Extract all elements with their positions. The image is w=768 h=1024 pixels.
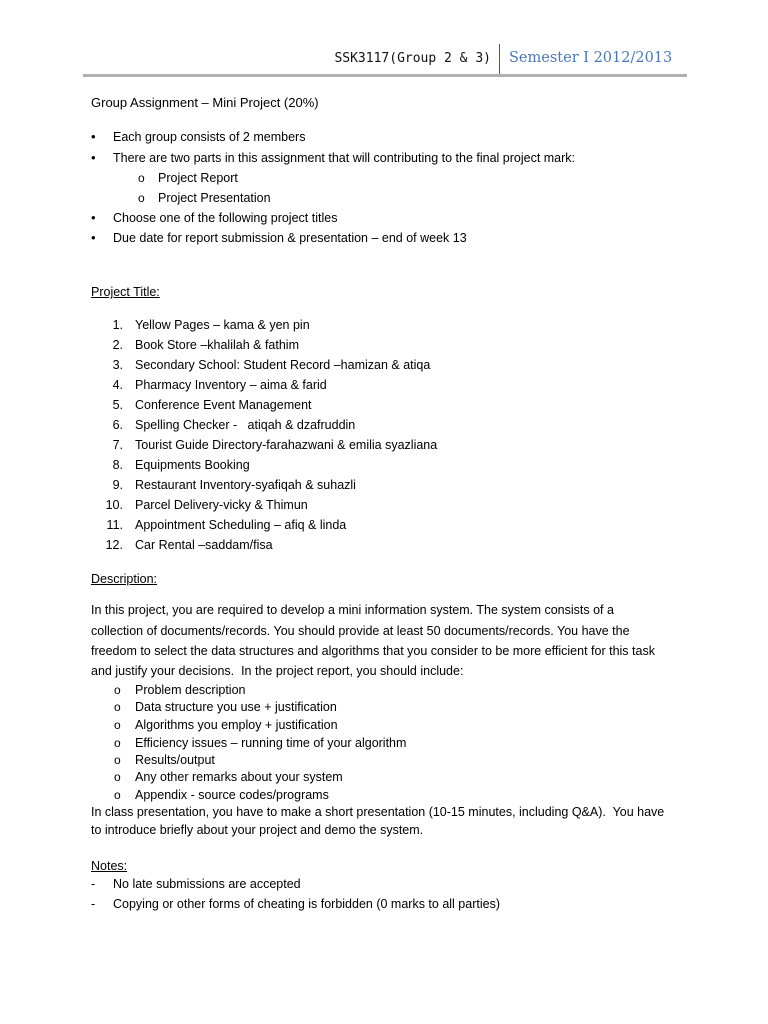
report-include-item: Efficiency issues – running time of your algorithm <box>135 736 407 750</box>
description-heading: Description: <box>91 572 157 586</box>
bullet-glyph: • <box>91 150 96 165</box>
course-code: SSK3117(Group 2 & 3) <box>334 51 491 66</box>
open-bullet-glyph: o <box>114 683 121 697</box>
list-item: There are two parts in this assignment that will contributing to the final project mark: <box>113 151 576 165</box>
project-title-item: Spelling Checker - atiqah & dzafruddin <box>135 418 356 432</box>
report-include-item: Algorithms you employ + justification <box>135 718 338 732</box>
dash-glyph: - <box>91 877 96 891</box>
report-include-item: Any other remarks about your system <box>135 770 343 784</box>
note-item: Copying or other forms of cheating is forbidden (0 marks to all parties) <box>113 897 500 911</box>
open-bullet-glyph: o <box>138 171 145 185</box>
item-number: 10. <box>105 498 123 512</box>
project-title-item: Appointment Scheduling – afiq & linda <box>135 518 347 532</box>
report-include-item: Appendix - source codes/programs <box>135 788 329 802</box>
bullet-glyph: • <box>91 230 96 245</box>
project-title-item: Secondary School: Student Record –hamizan & atiqa <box>135 358 431 372</box>
open-bullet-glyph: o <box>114 736 121 750</box>
open-bullet-glyph: o <box>114 788 121 802</box>
dash-glyph: - <box>91 897 96 911</box>
item-number: 8. <box>112 458 123 472</box>
item-number: 12. <box>105 538 123 552</box>
project-title-item: Car Rental –saddam/fisa <box>135 538 273 552</box>
notes-heading: Notes: <box>91 859 128 873</box>
list-subitem: Project Report <box>158 171 238 185</box>
header-rule <box>83 74 687 77</box>
item-number: 3. <box>112 358 123 372</box>
item-number: 11. <box>106 518 123 532</box>
project-title-heading: Project Title: <box>91 285 160 299</box>
report-include-item: Data structure you use + justification <box>135 700 337 714</box>
project-title-item: Restaurant Inventory-syafiqah & suhazli <box>135 478 356 492</box>
project-title-item: Parcel Delivery-vicky & Thimun <box>135 498 308 512</box>
item-number: 9. <box>112 478 123 492</box>
project-title-item: Book Store –khalilah & fathim <box>135 338 299 352</box>
bullet-glyph: • <box>91 129 96 144</box>
item-number: 2. <box>112 338 123 352</box>
item-number: 6. <box>112 418 123 432</box>
item-number: 5. <box>112 398 123 412</box>
project-title-item: Yellow Pages – kama & yen pin <box>135 318 310 332</box>
note-item: No late submissions are accepted <box>113 877 301 891</box>
item-number: 1. <box>112 318 123 332</box>
list-item: Due date for report submission & presentation – end of week 13 <box>113 231 467 245</box>
project-title-item: Equipments Booking <box>135 458 250 472</box>
header-separator <box>499 44 500 74</box>
open-bullet-glyph: o <box>114 718 121 732</box>
assignment-title: Group Assignment – Mini Project (20%) <box>91 95 319 110</box>
project-title-item: Tourist Guide Directory-farahazwani & emilia syazliana <box>135 438 438 452</box>
list-item: Choose one of the following project titles <box>113 211 338 225</box>
bullet-glyph: • <box>91 210 96 225</box>
presentation-line: to introduce briefly about your project and demo the system. <box>91 823 424 837</box>
list-subitem: Project Presentation <box>158 191 271 205</box>
list-item: Each group consists of 2 members <box>113 130 306 144</box>
description-line: collection of documents/records. You should provide at least 50 documents/records. You have the <box>91 624 630 638</box>
presentation-line: In class presentation, you have to make a short presentation (10-15 minutes, including Q&A). You have <box>91 805 665 819</box>
semester-label: Semester I 2012/2013 <box>509 50 673 66</box>
item-number: 7. <box>112 438 123 452</box>
open-bullet-glyph: o <box>138 191 145 205</box>
project-title-item: Conference Event Management <box>135 398 312 412</box>
report-include-item: Problem description <box>135 683 246 697</box>
project-title-item: Pharmacy Inventory – aima & farid <box>135 378 327 392</box>
description-line: freedom to select the data structures and algorithms that you consider to be more efficient for this task <box>91 644 655 658</box>
description-line: and justify your decisions. In the project report, you should include: <box>91 664 464 678</box>
open-bullet-glyph: o <box>114 753 121 767</box>
report-include-item: Results/output <box>135 753 215 767</box>
open-bullet-glyph: o <box>114 770 121 784</box>
description-line: In this project, you are required to develop a mini information system. The system consists of a <box>91 603 614 617</box>
open-bullet-glyph: o <box>114 700 121 714</box>
item-number: 4. <box>112 378 123 392</box>
